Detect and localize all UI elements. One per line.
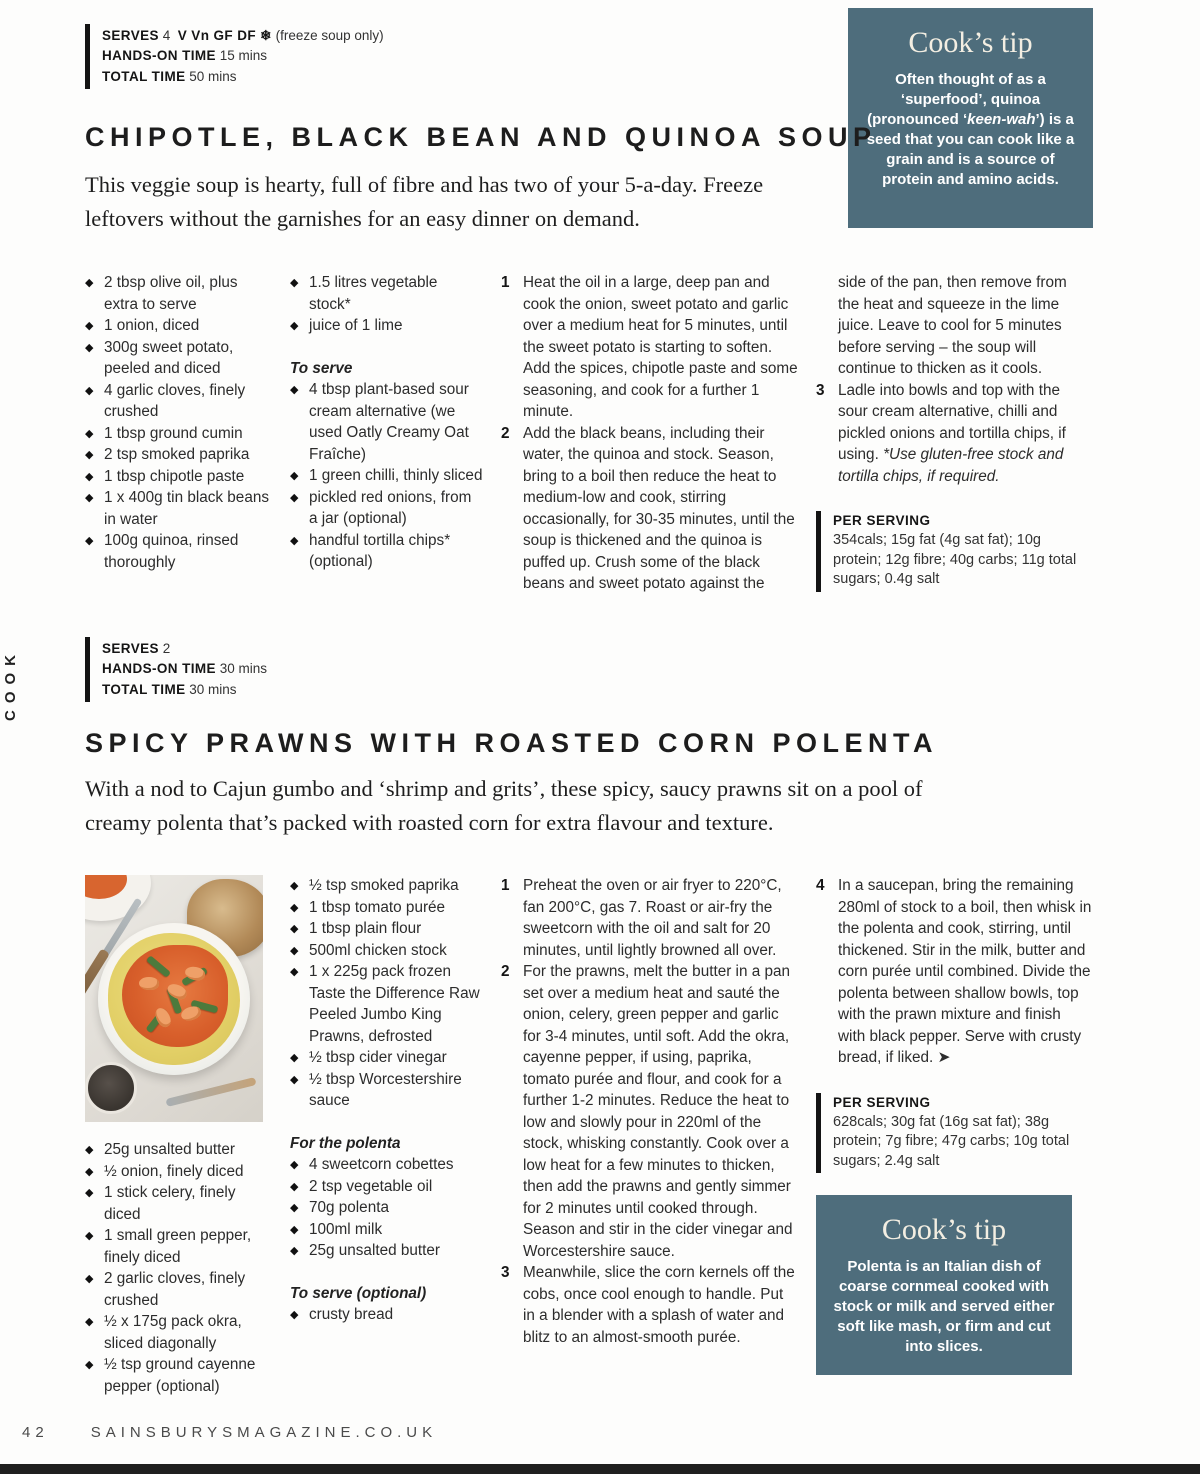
ingredient-item: [85, 423, 272, 445]
diamond-bullet-icon: ◆: [290, 966, 299, 978]
diamond-bullet-icon: ◆: [85, 1187, 94, 1199]
page-number: 42: [22, 1424, 49, 1441]
per-serving-values: 628cals; 30g fat (16g sat fat); 38g protein; 7g fibre; 47g carbs; 10g total sugars; 2.4g salt: [833, 1113, 1070, 1169]
pepper-bowl: [85, 1062, 137, 1114]
freeze-note: (freeze soup only): [275, 28, 384, 43]
ingredient-text: 1 x 400g tin black beans in water: [104, 489, 269, 528]
ingredient-item: [85, 1161, 272, 1183]
ingredient-text: crusty bread: [309, 1306, 394, 1323]
diamond-bullet-icon: ◆: [290, 384, 299, 396]
method-step: [501, 423, 798, 595]
recipe-photo: [85, 875, 263, 1122]
recipe1-meta: [85, 24, 384, 89]
method-step: [501, 272, 798, 423]
ingredient-item: [85, 315, 272, 337]
ingredient-item: [290, 379, 483, 465]
ingredient-item: [85, 1139, 272, 1161]
ingredient-item: [290, 1240, 483, 1262]
recipe1-ingredients-col1: [85, 272, 272, 595]
recipe2-columns: [85, 875, 1092, 1397]
ingredient-text: 1 onion, diced: [104, 317, 200, 334]
ingredient-item: [85, 530, 272, 573]
total-time-line: TOTAL TIME 50 mins: [102, 68, 237, 84]
hands-on-line: HANDS-ON TIME 30 mins: [102, 661, 267, 677]
cooks-tip-body: Polenta is an Italian dish of coarse cornmeal cooked with stock or milk and served either soft like mash, or firm and cut into slices.: [833, 1258, 1055, 1355]
step-text: side of the pan, then remove from the heat and squeeze in the lime juice. Leave to cool for 5 minutes before serving – the soup will continue to thicken as it cools.: [838, 274, 1067, 377]
step-number: 2: [501, 424, 510, 442]
ingredient-text: ½ tsp smoked paprika: [309, 877, 459, 894]
recipe1-intro: This veggie soup is hearty, full of fibre and has two of your 5-a-day. Freeze leftovers without the garnishes for an easy dinner on demand.: [85, 172, 764, 231]
ingredient-item: [85, 380, 272, 423]
step-note: *Use gluten-free stock and tortilla chips, if required.: [838, 446, 1064, 485]
fork: [165, 1077, 256, 1107]
ingredient-item: [290, 961, 483, 1047]
cooks-tip-box-1: [848, 8, 1093, 228]
ingredient-text: 25g unsalted butter: [309, 1242, 440, 1259]
diamond-bullet-icon: ◆: [290, 1180, 299, 1193]
ingredient-text: 2 tbsp olive oil, plus extra to serve: [104, 274, 238, 313]
ingredient-text: 2 tsp smoked paprika: [104, 446, 250, 463]
recipe2-meta: [85, 637, 267, 702]
ingredient-text: handful tortilla chips* (optional): [309, 531, 451, 570]
method-step: [816, 875, 1092, 1069]
method-step: [816, 380, 1092, 488]
recipe2-ingredients-col1: [85, 875, 272, 1397]
ingredient-text: 1 tbsp plain flour: [309, 920, 422, 937]
method-step: [501, 961, 798, 1262]
ingredient-text: ½ tsp ground cayenne pepper (optional): [104, 1356, 256, 1395]
ingredient-item: [85, 337, 272, 380]
step-number: 3: [501, 1264, 510, 1281]
diamond-bullet-icon: ◆: [85, 535, 94, 547]
ingredient-item: [85, 1268, 272, 1311]
page-footer: [22, 1424, 437, 1441]
ingredient-item: [290, 530, 483, 573]
diamond-bullet-icon: ◆: [290, 1052, 299, 1064]
ingredient-text: 70g polenta: [309, 1199, 389, 1216]
ingredient-text: ½ x 175g pack okra, sliced diagonally: [104, 1313, 242, 1352]
step-text: Ladle into bowls and top with the sour cream alternative, chilli and pickled onions and tortilla chips, if using.: [838, 381, 1066, 463]
diamond-bullet-icon: ◆: [85, 277, 94, 289]
diamond-bullet-icon: ◆: [290, 1245, 299, 1257]
step-number: 1: [501, 274, 510, 291]
method-step: [501, 875, 798, 961]
ingredient-item: [290, 1154, 483, 1176]
ingredient-text: 100ml milk: [309, 1220, 383, 1238]
diamond-bullet-icon: ◆: [290, 1223, 299, 1236]
ingredient-text: 1.5 litres vegetable stock*: [309, 274, 438, 313]
diet-codes: V Vn GF DF ❄: [177, 28, 272, 43]
serves-value: 4: [162, 28, 171, 43]
ingredient-item: [290, 1047, 483, 1069]
ingredient-text: 4 garlic cloves, finely crushed: [104, 381, 246, 420]
ingredient-text: 4 tbsp plant-based sour cream alternative (we used Oatly Creamy Oat Fraîche): [309, 381, 469, 463]
diamond-bullet-icon: ◆: [85, 492, 94, 504]
ingredient-item: [290, 465, 483, 487]
diamond-bullet-icon: ◆: [85, 1359, 94, 1371]
ingredient-text: ½ tbsp Worcestershire sauce: [309, 1070, 462, 1109]
recipe2-method-col2: [816, 875, 1092, 1397]
ingredient-text: 1 small green pepper, finely diced: [104, 1227, 252, 1266]
step-number: 2: [501, 963, 510, 980]
ingredient-item: [290, 897, 483, 919]
ingredient-text: 1 green chilli, thinly sliced: [309, 467, 483, 484]
ingredient-item: [85, 487, 272, 530]
ingredient-item: [290, 315, 483, 337]
recipe2-ingredients-col2: [290, 875, 483, 1397]
ingredient-item: [85, 1354, 272, 1397]
section-label-cook: COOK: [2, 648, 19, 721]
diamond-bullet-icon: ◆: [290, 923, 299, 935]
ingredient-item: [290, 272, 483, 315]
ingredient-text: 2 tsp vegetable oil: [309, 1177, 433, 1195]
step-text: Heat the oil in a large, deep pan and cook the onion, sweet potato and garlic over a medium heat for 5 minutes, until the sweet potato is starting to soften. Add the spices, chipotle paste and some seasoning, and cook for a further 1 minute.: [523, 274, 798, 420]
per-serving-label: PER SERVING: [833, 1094, 931, 1110]
ingredient-text: 1 tbsp tomato purée: [309, 898, 446, 916]
ingredient-item: [85, 1225, 272, 1268]
ingredient-text: 1 x 225g pack frozen Taste the Difference Raw Peeled Jumbo King Prawns, defrosted: [309, 963, 480, 1045]
diamond-bullet-icon: ◆: [290, 1073, 299, 1086]
diamond-bullet-icon: ◆: [85, 320, 94, 332]
ingredient-text: 300g sweet potato, peeled and diced: [104, 338, 234, 377]
step-number: [816, 272, 838, 380]
ingredient-item: [85, 466, 272, 488]
ingredient-text: 2 garlic cloves, finely crushed: [104, 1270, 246, 1309]
recipe1-columns: [85, 272, 1092, 595]
cooks-tip-body: Often thought of as a ‘superfood’, quinoa (pronounced ‘keen-wah’) is a seed that you can cook like a grain and is a source of protein and amino acids.: [866, 71, 1075, 188]
diamond-bullet-icon: ◆: [290, 1309, 299, 1321]
serves-line: [102, 26, 384, 46]
diamond-bullet-icon: ◆: [85, 1230, 94, 1242]
diamond-bullet-icon: ◆: [290, 491, 299, 504]
ingredient-item: [85, 444, 272, 466]
serves-label: SERVES: [102, 28, 159, 43]
diamond-bullet-icon: ◆: [290, 470, 299, 482]
diamond-bullet-icon: ◆: [290, 901, 299, 914]
recipe2-per-serving: [816, 1093, 1091, 1174]
recipe1-title: CHIPOTLE, BLACK BEAN AND QUINOA SOUP: [85, 122, 877, 152]
diamond-bullet-icon: ◆: [85, 341, 94, 354]
recipe2-title: SPICY PRAWNS WITH ROASTED CORN POLENTA: [85, 728, 939, 758]
recipe1-ingredients-col2: [290, 272, 483, 595]
step-text: In a saucepan, bring the remaining 280ml of stock to a boil, then whisk in the polenta and cook, stirring, until thickened. Stir in the milk, butter and corn purée until combined. Divide the polenta between shallow bowls, top with the prawn mixture and finish with black pepper. Serve with crusty bread, if liked. ➤: [838, 877, 1092, 1066]
polenta-heading: For the polenta: [290, 1134, 401, 1152]
ingredient-text: 1 stick celery, finely diced: [104, 1184, 236, 1223]
recipe2-intro: With a nod to Cajun gumbo and ‘shrimp and grits’, these spicy, saucy prawns sit on a pool of creamy polenta that’s packed with roasted corn for extra flavour and texture.: [85, 776, 923, 835]
diamond-bullet-icon: ◆: [85, 1316, 94, 1328]
serves-line: SERVES 2: [102, 641, 171, 656]
ingredient-item: [290, 940, 483, 962]
magazine-site: SAINSBURYSMAGAZINE.CO.UK: [90, 1424, 438, 1441]
total-time-line: TOTAL TIME 30 mins: [102, 681, 237, 697]
step-number: 3: [816, 381, 825, 399]
to-serve-heading: To serve: [290, 359, 353, 377]
ingredient-text: ½ onion, finely diced: [104, 1162, 244, 1180]
ingredient-item: [290, 487, 483, 530]
diamond-bullet-icon: ◆: [85, 470, 94, 483]
diamond-bullet-icon: ◆: [290, 1202, 299, 1214]
diamond-bullet-icon: ◆: [85, 384, 94, 397]
diamond-bullet-icon: ◆: [85, 1165, 94, 1178]
ingredient-item: [290, 1197, 483, 1219]
step-number: 1: [501, 877, 510, 894]
per-serving-label: PER SERVING: [833, 513, 931, 528]
ingredient-item: [290, 1304, 483, 1326]
ingredient-text: pickled red onions, from a jar (optional): [309, 488, 472, 527]
ingredient-text: 1 tbsp chipotle paste: [104, 467, 245, 485]
ingredient-item: [85, 1311, 272, 1354]
step-text: Add the black beans, including their water, the quinoa and stock. Season, bring to a boil then reduce the heat to medium-low and cook, stirring occasionally, for 30-35 minutes, until the soup is thickened and the quinoa is puffed up. Crush some of the black beans and sweet potato against the: [523, 424, 795, 592]
step-text: Meanwhile, slice the corn kernels off the cobs, once cool enough to handle. Put in a blender with a splash of water and blitz to an almost-smooth purée.: [523, 1264, 795, 1346]
cooks-tip-title: Cook’s tip: [881, 1213, 1007, 1246]
diamond-bullet-icon: ◆: [290, 277, 299, 289]
ingredient-text: 1 tbsp ground cumin: [104, 424, 243, 442]
ingredient-item: [290, 1219, 483, 1241]
recipe1-method-col2: [816, 272, 1092, 595]
ingredient-item: [85, 1182, 272, 1225]
step-text: Preheat the oven or air fryer to 220°C, fan 200°C, gas 7. Roast or air-fry the sweetcorn with the oil and salt for 20 minutes, until lightly browned all over.: [523, 877, 782, 959]
cooks-tip-box-2: [816, 1195, 1072, 1375]
diamond-bullet-icon: ◆: [85, 1144, 94, 1156]
diamond-bullet-icon: ◆: [85, 427, 94, 440]
ingredient-text: ½ tbsp cider vinegar: [309, 1049, 447, 1066]
ingredient-text: 500ml chicken stock: [309, 941, 447, 959]
recipe2-method-col1: [501, 875, 798, 1397]
ingredient-item: [290, 918, 483, 940]
per-serving-values: 354cals; 15g fat (4g sat fat); 10g protein; 12g fibre; 40g carbs; 11g total sugars; 0.4g salt: [833, 532, 1077, 587]
diamond-bullet-icon: ◆: [290, 534, 299, 547]
ingredient-text: 4 sweetcorn cobettes: [309, 1156, 454, 1173]
method-step: [501, 1262, 798, 1348]
prawn: [139, 977, 159, 990]
diamond-bullet-icon: ◆: [85, 1273, 94, 1285]
ingredient-item: [85, 272, 272, 315]
ingredient-text: 100g quinoa, rinsed thoroughly: [104, 532, 239, 571]
recipe1-per-serving: [816, 511, 1091, 592]
ingredient-text: juice of 1 lime: [309, 317, 403, 334]
ingredient-item: [290, 875, 483, 897]
diamond-bullet-icon: ◆: [85, 449, 94, 461]
to-serve-optional-heading: To serve (optional): [290, 1284, 427, 1302]
diamond-bullet-icon: ◆: [290, 944, 299, 957]
ingredient-item: [290, 1069, 483, 1112]
hands-on-line: HANDS-ON TIME 15 mins: [102, 48, 267, 64]
diamond-bullet-icon: ◆: [290, 1159, 299, 1171]
method-step: [816, 272, 1092, 380]
diamond-bullet-icon: ◆: [290, 320, 299, 332]
page-edge-bar: [0, 1464, 1200, 1474]
cooks-tip-title: Cook’s tip: [908, 26, 1033, 59]
ingredient-item: [290, 1176, 483, 1198]
step-text: For the prawns, melt the butter in a pan set over a medium heat and sauté the onion, celery, green pepper and garlic for 3-4 minutes, until soft. Add the okra, cayenne pepper, if using, paprika, tomato purée and flour, and cook for a further 1-2 minutes. Reduce the heat to low and slowly pour in 220ml of the stock, whisking constantly. Cook over a low heat for a few minutes to thicken, then add the prawns and gently simmer for 2 minutes until cooked through. Season and stir in the cider vinegar and Worcestershire sauce.: [523, 963, 793, 1260]
diamond-bullet-icon: ◆: [290, 880, 299, 892]
recipe1-method-col1: [501, 272, 798, 595]
step-number: 4: [816, 877, 825, 894]
ingredient-text: 25g unsalted butter: [104, 1141, 235, 1158]
